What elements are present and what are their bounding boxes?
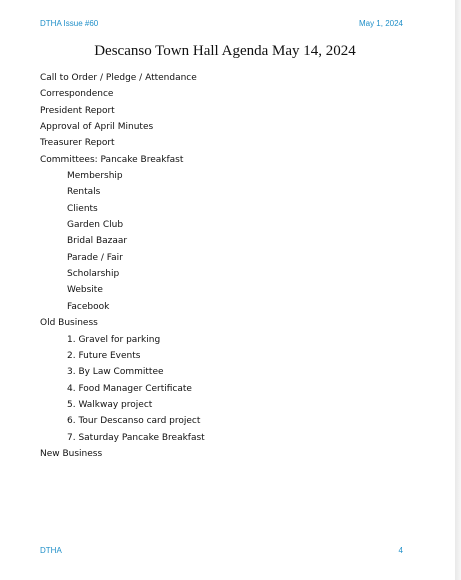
footer-label: DTHA xyxy=(40,546,62,555)
committee-item: Parade / Fair xyxy=(67,252,123,263)
committee-item: Scholarship xyxy=(67,269,120,280)
page-number: 4 xyxy=(398,546,403,555)
committee-item: Garden Club xyxy=(67,220,124,231)
committee-item: Website xyxy=(67,285,103,296)
committee-item: Bridal Bazaar xyxy=(67,236,128,247)
agenda-item: Treasurer Report xyxy=(40,138,115,149)
agenda-item: New Business xyxy=(40,448,103,459)
issue-label: DTHA Issue #60 xyxy=(40,19,99,28)
agenda-item: President Report xyxy=(40,105,115,116)
agenda-item: Old Business xyxy=(40,318,98,329)
old-business-item: 2. Future Events xyxy=(67,350,141,361)
old-business-item: 5. Walkway project xyxy=(67,399,153,410)
agenda-item: Correspondence xyxy=(40,89,114,100)
old-business-item: 1. Gravel for parking xyxy=(67,334,161,345)
agenda-list xyxy=(40,70,420,462)
page-edge-shadow xyxy=(455,0,461,580)
old-business-item: 6. Tour Descanso card project xyxy=(67,416,201,427)
committee-item: Rentals xyxy=(67,187,101,198)
agenda-item: Call to Order / Pledge / Attendance xyxy=(40,73,197,83)
committee-item: Clients xyxy=(67,203,98,214)
old-business-item: 3. By Law Committee xyxy=(67,367,164,378)
agenda-item: Committees: Pancake Breakfast xyxy=(40,154,184,165)
issue-date: May 1, 2024 xyxy=(358,19,403,28)
committee-item: Membership xyxy=(67,171,123,182)
old-business-item: 4. Food Manager Certificate xyxy=(67,383,192,394)
agenda-item: Approval of April Minutes xyxy=(40,122,154,133)
old-business-item: 7. Saturday Pancake Breakfast xyxy=(67,432,205,443)
committee-item: Facebook xyxy=(67,301,110,312)
page-title: Descanso Town Hall Agenda May 14, 2024 xyxy=(94,43,356,59)
